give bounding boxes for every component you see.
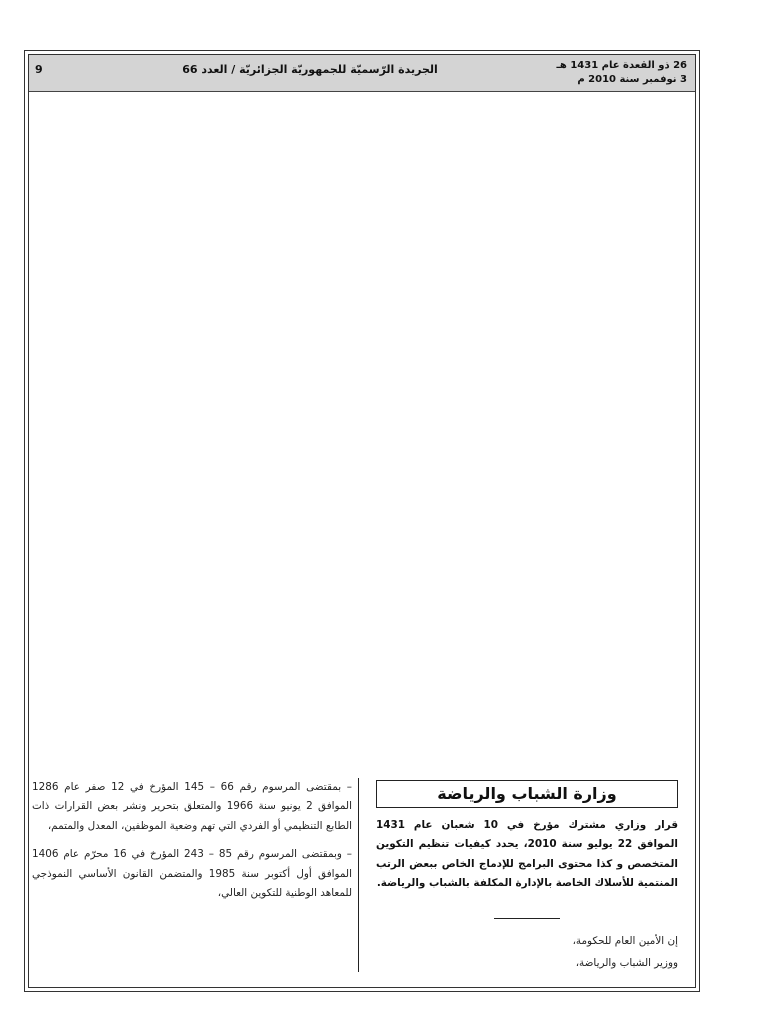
reference-paragraph-2: – وبمقتضى المرسوم رقم 85 – 243 المؤرخ في 16 محرّم عام 1406 الموافق أول أكتوبر سنة 1985 والمتضمن القانون الأساسي النموذجي للمعاهد الوطنية للتكوين العالي، bbox=[32, 848, 352, 900]
decree-title: قرار وزاري مشترك مؤرخ في 10 شعبان عام 1431 الموافق 22 يوليو سنة 2010، يحدد كيفيات تنظيم التكوين المتخصص و كذا محتوى البرامج للإدماج الخاص ببعض الرتب المنتمية للأسلاك الخاصة بالإدارة المكلفة بالشباب والرياضة. bbox=[376, 819, 679, 890]
signatory-line-2: ووزير الشباب والرياضة، bbox=[575, 957, 678, 969]
page-header bbox=[29, 55, 695, 92]
ministry-heading: وزارة الشباب والرياضة bbox=[376, 780, 678, 808]
signatories bbox=[376, 930, 678, 974]
separator-rule bbox=[494, 918, 560, 919]
date-hijri: 26 ذو القعدة عام 1431 هـ bbox=[556, 60, 687, 71]
issue-date bbox=[556, 59, 687, 87]
signatory-line-1: إن الأمين العام للحكومة، bbox=[572, 935, 678, 947]
legal-references-column bbox=[32, 778, 352, 912]
column-divider bbox=[358, 778, 359, 972]
reference-paragraph-1: – بمقتضى المرسوم رقم 66 – 145 المؤرخ في 12 صفر عام 1286 الموافق 2 يونيو سنة 1966 والمتعلق بتحرير ونشر بعض القرارات ذات الطابع التنظيمي أو الفردي التي تهم وضعية الموظفين، المعدل والمتمم، bbox=[32, 781, 352, 832]
date-gregorian: 3 نوفمبر سنة 2010 م bbox=[577, 74, 687, 85]
gazette-title: الجريدة الرّسميّة للجمهوريّة الجزائريّة / العدد 66 bbox=[182, 63, 438, 76]
page-number: 9 bbox=[35, 63, 43, 76]
